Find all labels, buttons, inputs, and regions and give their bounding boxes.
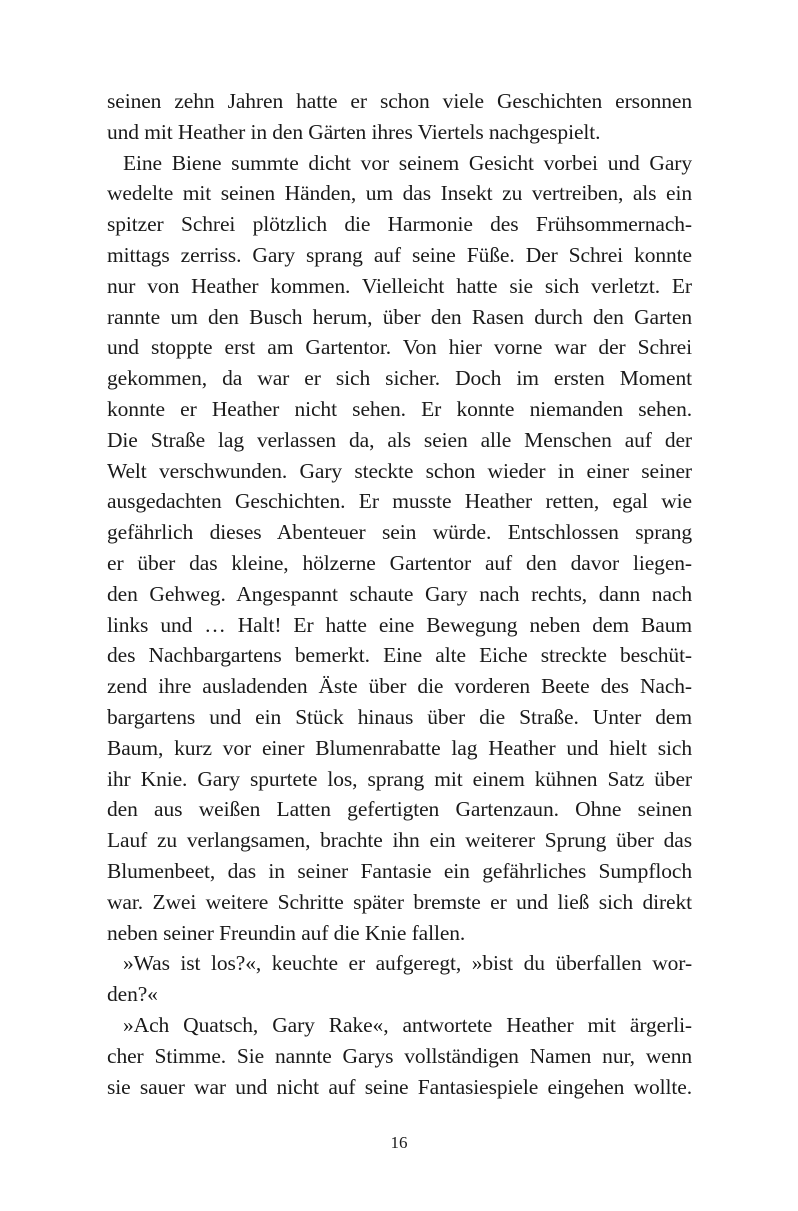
text-line: cher Stimme. Sie nannte Garys vollständigen Namen nur, wenn — [107, 1043, 692, 1068]
text-line: war. Zwei weitere Schritte später bremste er und ließ sich direkt — [107, 889, 692, 914]
text-line: er über das kleine, hölzerne Gartentor auf den davor liegen- — [107, 550, 692, 575]
text-line: den?« — [107, 982, 158, 1007]
text-line: zend ihre ausladenden Äste über die vorderen Beete des Nach- — [107, 674, 692, 699]
body-text — [107, 86, 692, 1102]
text-line: bargartens und ein Stück hinaus über die Straße. Unter dem — [107, 704, 692, 729]
text-line: gefährlich dieses Abenteuer sein würde. Entschlossen sprang — [107, 520, 692, 545]
page-number: 16 — [390, 1133, 408, 1152]
text-line: Die Straße lag verlassen da, als seien alle Menschen auf der — [107, 427, 692, 452]
text-line: seinen zehn Jahren hatte er schon viele Geschichten ersonnen — [107, 89, 692, 113]
text-line: wedelte mit seinen Händen, um das Insekt zu vertreiben, als ein — [107, 181, 692, 206]
text-line: neben seiner Freundin auf die Knie fallen. — [107, 920, 466, 945]
text-line: spitzer Schrei plötzlich die Harmonie des Frühsommernach- — [107, 212, 692, 237]
text-line: des Nachbargartens bemerkt. Eine alte Eiche streckte beschüt- — [107, 643, 692, 668]
text-line: Welt verschwunden. Gary steckte schon wieder in einer seiner — [107, 458, 692, 483]
text-line: ihr Knie. Gary spurtete los, sprang mit einem kühnen Satz über — [107, 766, 692, 791]
text-line: mittags zerriss. Gary sprang auf seine Füße. Der Schrei konnte — [107, 242, 692, 267]
text-line: konnte er Heather nicht sehen. Er konnte niemanden sehen. — [107, 396, 692, 421]
text-line: rannte um den Busch herum, über den Rasen durch den Garten — [107, 304, 692, 329]
text-line: und mit Heather in den Gärten ihres Viertels nachgespielt. — [107, 119, 601, 144]
text-line: ausgedachten Geschichten. Er musste Heather retten, egal wie — [107, 489, 692, 514]
text-line: »Ach Quatsch, Gary Rake«, antwortete Heather mit ärgerli- — [123, 1012, 692, 1037]
text-line: den Gehweg. Angespannt schaute Gary nach rechts, dann nach — [107, 581, 692, 606]
text-line: nur von Heather kommen. Vielleicht hatte sie sich verletzt. Er — [107, 273, 692, 298]
text-line: »Was ist los?«, keuchte er aufgeregt, »bist du überfallen wor- — [123, 951, 692, 976]
text-line: links und … Halt! Er hatte eine Bewegung neben dem Baum — [107, 612, 692, 637]
text-line: Baum, kurz vor einer Blumenrabatte lag Heather und hielt sich — [107, 735, 692, 760]
text-line: Blumenbeet, das in seiner Fantasie ein gefährliches Sumpfloch — [107, 858, 692, 883]
text-line: gekommen, da war er sich sicher. Doch im ersten Moment — [107, 366, 692, 391]
text-line: den aus weißen Latten gefertigten Gartenzaun. Ohne seinen — [107, 797, 692, 822]
text-line: Lauf zu verlangsamen, brachte ihn ein weiterer Sprung über das — [107, 828, 692, 853]
text-line: sie sauer war und nicht auf seine Fantasiespiele eingehen wollte. — [107, 1074, 692, 1099]
text-line: und stoppte erst am Gartentor. Von hier vorne war der Schrei — [107, 335, 692, 360]
text-line: Eine Biene summte dicht vor seinem Gesicht vorbei und Gary — [123, 150, 692, 175]
